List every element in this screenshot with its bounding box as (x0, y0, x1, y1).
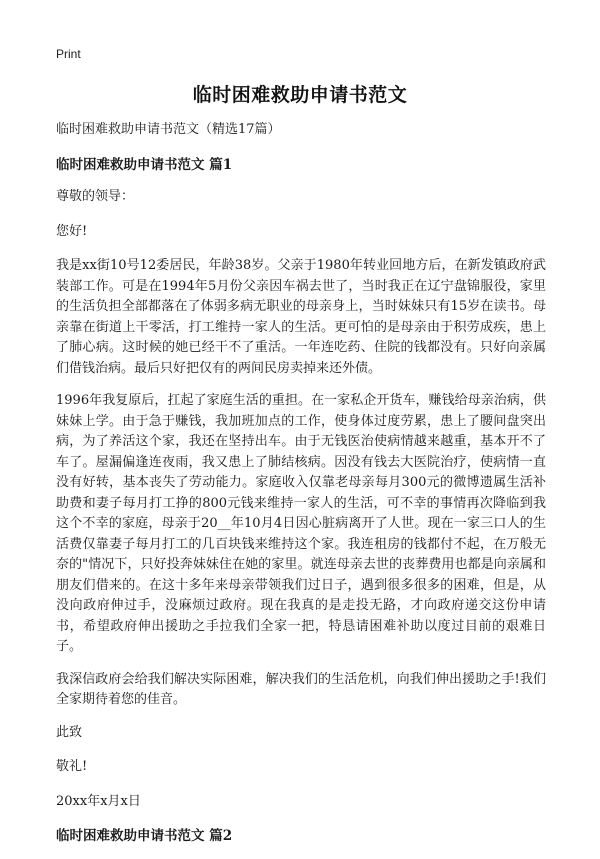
closing-line-1: 此致 (56, 724, 83, 740)
body-paragraph-2: 1996年我复原后，扛起了家庭生活的重担。在一家私企开货车，赚钱给母亲治病，供妹妹上学。由于急于赚钱，我加班加点的工作，使身体过度劳累，患上了腰间盘突出病，为了养活这个家，我还在坚持出车。由于无钱医治使病情越来越重，基本开不了车了。屋漏偏逢连夜雨，我又患上了肺结核病。因没有钱去大医院治疗，使病情一直没有好转，基本丧失了劳动能力。家庭收入仅靠老母亲每月300元的微博遗属生活补助费和妻子每月打工挣的800元钱来维持一家人的生活，可不幸的事情再次降临到我这个不幸的家庭，母亲于20__年10月4日因心脏病离开了人世。现在一家三口人的生活费仅靠妻子每月打工的几百块钱来维持这个家。我连租房的钱都付不起，在万般无奈的"情况下，只好投奔妹妹住在她的家里。就连母亲去世的丧葬费用也都是向亲属和朋友们借来的。在这十多年来母亲带领我们过日子，遇到很多很多的困难，但是，从没向政府伸过手，没麻烦过政府。现在我真的是走投无路，才向政府递交这份申请书，希望政府伸出援助之手拉我们全家一把，特恳请困难补助以度过目前的艰难日子。 (56, 393, 546, 654)
salutation: 尊敬的领导： (56, 189, 135, 204)
closing-line-2: 敬礼! (56, 759, 88, 774)
document-subtitle: 临时困难救助申请书范文（精选17篇） (56, 122, 281, 137)
print-label[interactable]: Print (56, 47, 81, 61)
body-paragraph-1: 我是xx街10号12委居民，年龄38岁。父亲于1980年转业回地方后，在新发镇政府武装部工作。可是在1994年5月份父亲因车祸去世了，当时我正在辽宁盘锦服役，家里的生活负担全部都落在了体弱多病无职业的母亲身上，当时妹妹只有15岁在读书。母亲靠在街道上干零活，打工维持一家人的生活。更可怕的是母亲由于积劳成疾，患上了肺心病。这时候的她已经干不了重活。一年连吃药、住院的钱都没有。只好向亲属们借钱治病。最后只好把仅有的两间民房卖掉来还外债。 (56, 258, 546, 376)
greeting: 您好! (56, 223, 88, 239)
body-paragraph-3: 我深信政府会给我们解决实际困难，解决我们的生活危机，向我们伸出援助之手!我们全家期待着您的佳音。 (56, 671, 546, 707)
page-title: 临时困难救助申请书范文 (192, 84, 408, 106)
section-heading-2: 临时困难救助申请书范文 篇2 (56, 828, 233, 844)
document-body (56, 120, 546, 859)
section-heading-1: 临时困难救助申请书范文 篇1 (56, 156, 233, 173)
letter-date: 20xx年x月x日 (56, 793, 141, 809)
